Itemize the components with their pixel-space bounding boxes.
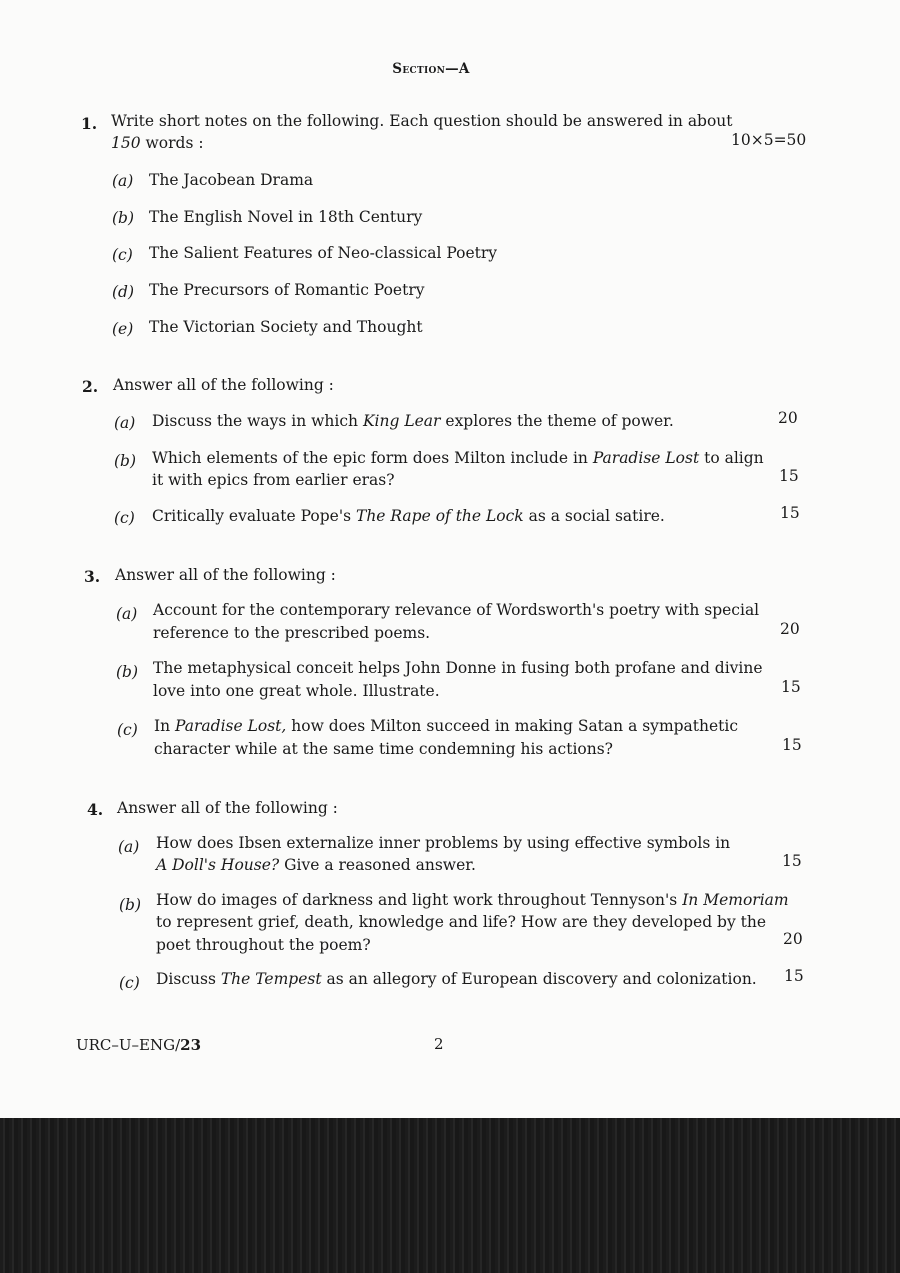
marks: 15 (782, 852, 802, 870)
question-number: 3. (84, 567, 101, 586)
scan-background (0, 1118, 900, 1273)
part-text: Account for the contemporary relevance of Wordsworth's poetry with special (153, 601, 760, 619)
question-number: 4. (87, 800, 104, 819)
marks: 20 (778, 409, 798, 427)
part-text: to represent grief, death, knowledge and life? How are they developed by the (156, 913, 767, 931)
part-text: love into one great whole. Illustrate. (153, 682, 440, 700)
marks: 15 (781, 678, 801, 696)
marks: 15 (779, 467, 799, 485)
part-label: (b) (112, 209, 135, 227)
part-label: (a) (118, 838, 140, 856)
part-text: The Victorian Society and Thought (149, 318, 423, 336)
marks: 20 (780, 620, 800, 638)
part-label: (d) (112, 283, 135, 301)
part-label: (a) (114, 414, 136, 432)
question-text: Answer all of the following : (117, 799, 338, 817)
question-number: 1. (81, 114, 98, 133)
section-title: Section—A (392, 61, 470, 77)
part-label: (b) (114, 452, 137, 470)
part-text: The English Novel in 18th Century (149, 208, 423, 226)
part-text: character while at the same time condemning his actions? (154, 740, 613, 758)
part-text: The Precursors of Romantic Poetry (149, 281, 425, 299)
part-label: (a) (112, 172, 134, 190)
part-label: (c) (112, 246, 133, 264)
part-text: In Paradise Lost, how does Milton succeed in making Satan a sympathetic (154, 717, 739, 735)
page-number: 2 (434, 1035, 444, 1053)
question-text: Answer all of the following : (115, 566, 336, 584)
marks: 10×5=50 (731, 131, 807, 149)
question-number: 2. (82, 377, 99, 396)
part-label: (c) (117, 721, 138, 739)
question-text: 150 words : (111, 134, 204, 152)
part-text: The Jacobean Drama (149, 171, 314, 189)
marks: 20 (783, 930, 803, 948)
part-text: How do images of darkness and light work throughout Tennyson's In Memoriam (156, 891, 789, 909)
part-text: A Doll's House? Give a reasoned answer. (156, 856, 476, 874)
part-text: reference to the prescribed poems. (153, 624, 431, 642)
question-text: Write short notes on the following. Each question should be answered in about (111, 112, 733, 130)
part-label: (c) (114, 509, 135, 527)
part-text: The metaphysical conceit helps John Donne in fusing both profane and divine (153, 659, 763, 677)
part-text: The Salient Features of Neo-classical Poetry (149, 244, 498, 262)
part-text: How does Ibsen externalize inner problems by using effective symbols in (156, 834, 731, 852)
part-text: Discuss the ways in which King Lear explores the theme of power. (152, 412, 674, 430)
paper-code: URC–U–ENG/23 (76, 1036, 202, 1054)
part-label: (e) (112, 320, 134, 338)
part-label: (a) (116, 605, 138, 623)
part-label: (b) (119, 896, 142, 914)
part-text: Critically evaluate Pope's The Rape of the Lock as a social satire. (152, 507, 665, 525)
part-label: (b) (116, 663, 139, 681)
part-label: (c) (119, 974, 140, 992)
part-text: poet throughout the poem? (156, 936, 371, 954)
marks: 15 (784, 967, 804, 985)
part-text: Which elements of the epic form does Milton include in Paradise Lost to align (152, 449, 764, 467)
marks: 15 (780, 504, 800, 522)
part-text: it with epics from earlier eras? (152, 471, 395, 489)
question-text: Answer all of the following : (113, 376, 334, 394)
marks: 15 (782, 736, 802, 754)
part-text: Discuss The Tempest as an allegory of European discovery and colonization. (156, 970, 757, 988)
